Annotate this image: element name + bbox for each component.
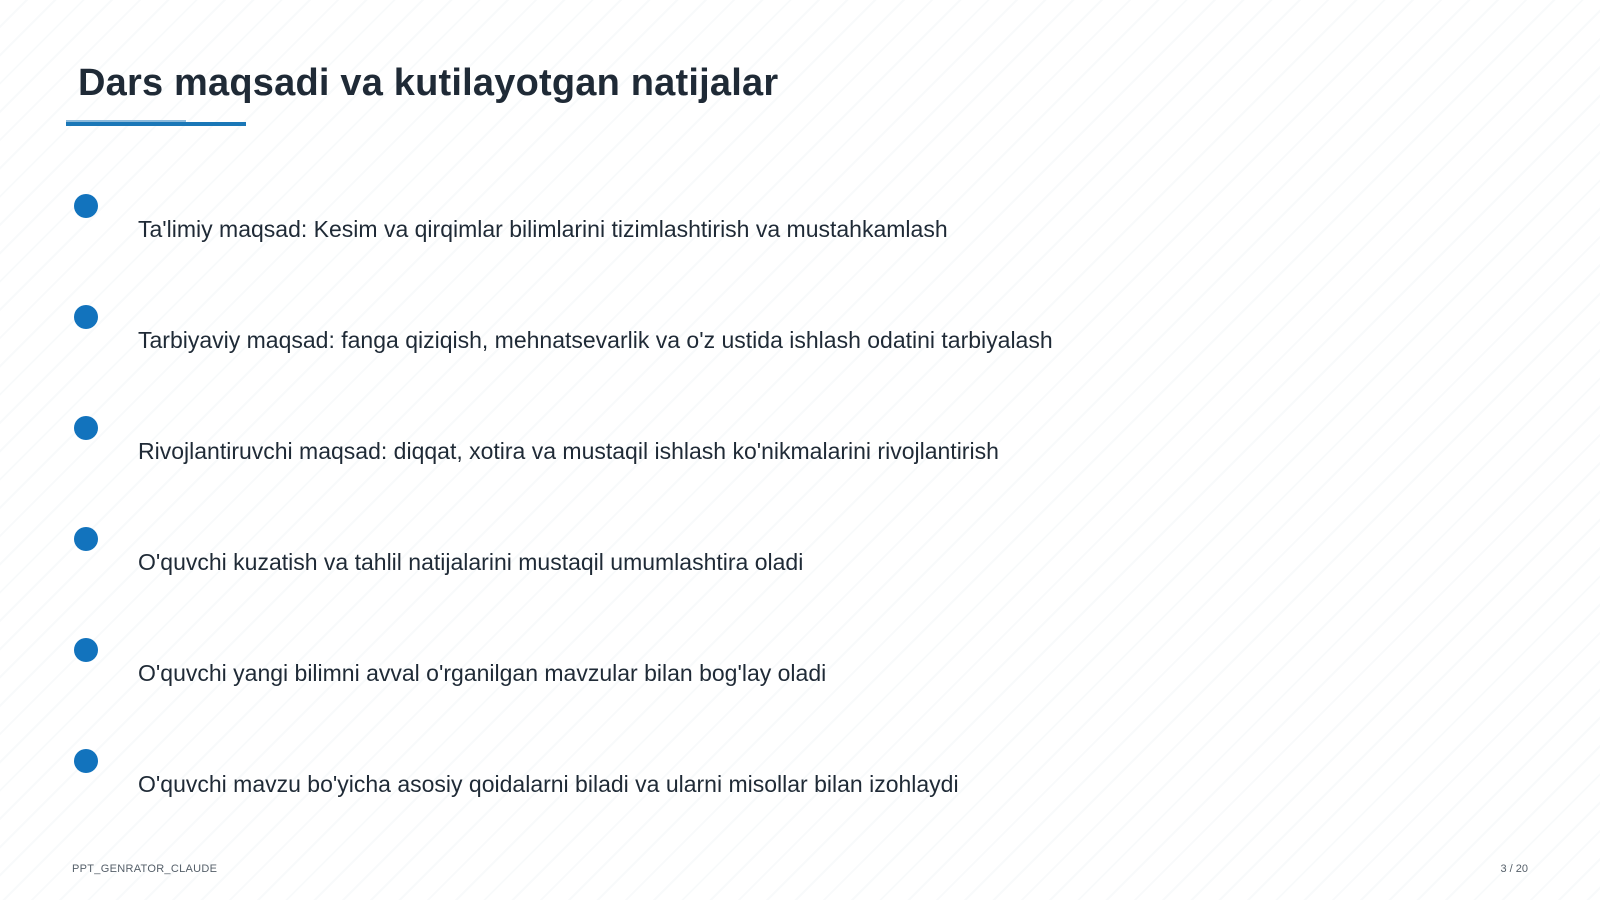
bullet-item <box>0 305 1600 365</box>
bullet-dot-icon <box>74 638 98 662</box>
bullet-text: O'quvchi mavzu bo'yicha asosiy qoidalarni biladi va ularni misollar bilan izohlaydi <box>138 771 959 797</box>
bullet-dot-icon <box>74 527 98 551</box>
bullet-text: Tarbiyaviy maqsad: fanga qiziqish, mehnatsevarlik va o'z ustida ishlash odatini tarbiyalash <box>138 327 1053 353</box>
bullet-item <box>0 638 1600 698</box>
bullet-item <box>0 527 1600 587</box>
bullet-item <box>0 416 1600 476</box>
title-underline <box>66 122 246 126</box>
bullet-dot-icon <box>74 416 98 440</box>
bullet-text: Ta'limiy maqsad: Kesim va qirqimlar bilimlarini tizimlashtirish va mustahkamlash <box>138 216 948 242</box>
bullet-dot-icon <box>74 749 98 773</box>
bullet-dot-icon <box>74 194 98 218</box>
bullet-dot-icon <box>74 305 98 329</box>
bullet-text: Rivojlantiruvchi maqsad: diqqat, xotira va mustaqil ishlash ko'nikmalarini rivojlantirish <box>138 438 999 464</box>
footer-generator-label: PPT_GENRATOR_CLAUDE <box>72 863 218 875</box>
bullet-text: O'quvchi kuzatish va tahlil natijalarini mustaqil umumlashtira oladi <box>138 549 804 575</box>
bullet-item <box>0 194 1600 254</box>
page-number: 3 / 20 <box>1500 863 1528 875</box>
bullet-item <box>0 749 1600 809</box>
bullet-text: O'quvchi yangi bilimni avval o'rganilgan mavzular bilan bog'lay oladi <box>138 660 827 686</box>
slide-title: Dars maqsadi va kutilayotgan natijalar <box>78 62 779 104</box>
